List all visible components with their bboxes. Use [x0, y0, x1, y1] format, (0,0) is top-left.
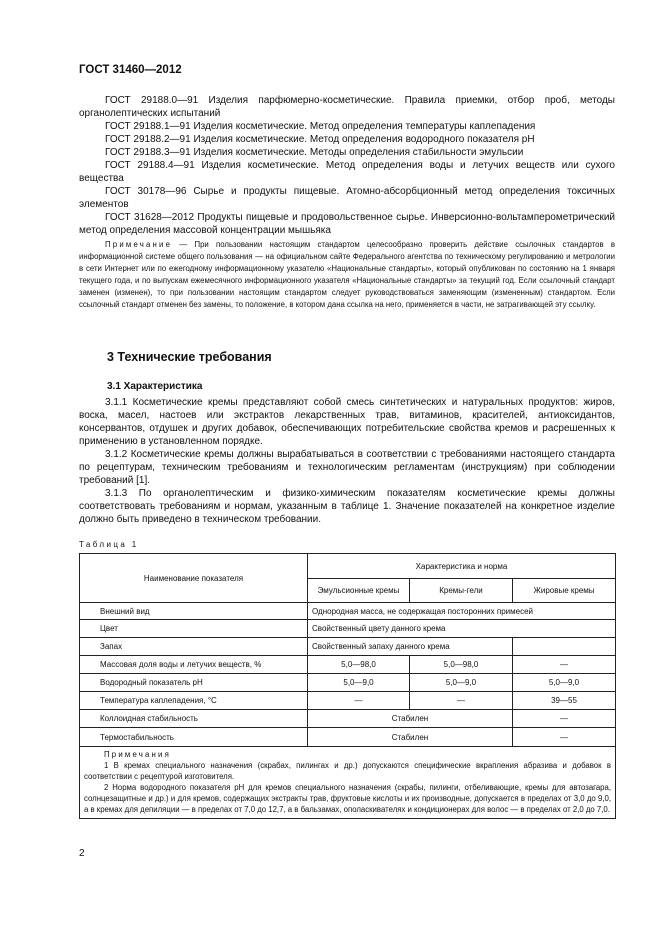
row-value-gel: 5,0—98,0: [410, 656, 513, 674]
reference-item: ГОСТ 30178—96 Сырье и продукты пищевые. Атомно-абсорбционный метод определения токсичных элементов: [79, 186, 615, 210]
row-value-fat: —: [513, 710, 616, 728]
document-header: ГОСТ 31460—2012: [79, 64, 182, 76]
table-row: [80, 674, 616, 692]
reference-item: ГОСТ 29188.0—91 Изделия парфюмерно-косметические. Правила приемки, отбор проб, методы органолептических испытаний: [79, 95, 615, 119]
normative-references: [79, 94, 615, 237]
paragraph: 3.1.1 Косметические кремы представляют собой смесь синтетических и натуральных продуктов: жиров, воска, масел, настоев или экстрактов лекарственных трав, витаминов, красителей, антиоксидантов, консервантов, отдушек и других добавок, обеспечивающих потребительские свойства кремов и расрешенных к применению в установленном порядке.: [79, 397, 615, 447]
row-name: Водородный показатель pH: [80, 674, 308, 692]
row-name: Термостабильность: [80, 728, 308, 747]
section-3-1-body: [79, 396, 615, 526]
row-value-fat: —: [513, 656, 616, 674]
col-header-fat: Жировые кремы: [513, 579, 616, 603]
table-caption: Таблица 1: [79, 540, 139, 549]
reference-item: ГОСТ 29188.3—91 Изделия косметические. Методы определения стабильности эмульсии: [105, 147, 524, 158]
col-header-gel: Кремы-гели: [410, 579, 513, 603]
row-name: Цвет: [80, 620, 308, 638]
row-value-emulsion-gel: Стабилен: [308, 710, 513, 728]
table-row: [80, 638, 616, 656]
row-name: Массовая доля воды и летучих веществ, %: [80, 656, 308, 674]
row-name: Температура каплепадения, °С: [80, 692, 308, 710]
notes-heading: Примечания: [104, 750, 172, 759]
table-row: [80, 620, 616, 638]
row-value-empty: [513, 638, 616, 656]
note-item: 2 Норма водородного показателя pH для кремов специального назначения (скрабы, пилинги, отбеливающие, кремы для автозагара, солнцезащитные и др.) и для кремов, содержащих экстракты трав, фруктовые кислоты и их производные, допускается в пределах от 3,0 до 9,0, а в кремах для депиляции — в пределах от 7,0 до 12,7, а в бальзамах, ополаскивателях и кондиционерах для волос — в пределах от 2,0 до 7,0.: [84, 783, 612, 814]
table-notes: [80, 747, 616, 819]
col-header-group: Характеристика и норма: [308, 554, 616, 579]
row-value-gel: —: [410, 692, 513, 710]
table-row: [80, 710, 616, 728]
table-row: [80, 692, 616, 710]
row-name: Внешний вид: [80, 603, 308, 620]
note-text: — При пользовании настоящим стандартом целесообразно проверить действие ссылочных стандартов в информационной системе общего пользования — на официальном сайте Федерального агентства по техническому регулированию и метрологии в сети Интернет или по ежегодному информационному указателю «Национальные стандарты», который опубликован по состоянию на 1 января текущего года, и по выпускам ежемесячного информационного указателя «Национальные стандарты» за текущий год. Если ссылочный стандарт заменен (изменен), то при пользовании настоящим стандартом следует руководствоваться заменяющим (измененным) стандартом. Если ссылочный стандарт отменен без замены, то положение, в котором дана ссылка на него, применяется в части, не затрагивающей эту ссылку.: [79, 240, 615, 309]
section-3-heading: 3 Технические требования: [107, 350, 272, 364]
reference-item: ГОСТ 29188.2—91 Изделия косметические. Метод определения водородного показателя pH: [105, 134, 535, 145]
table-header-row: [80, 554, 616, 579]
table-row: [80, 603, 616, 620]
table-notes-row: [80, 747, 616, 819]
row-value-emulsion: —: [308, 692, 410, 710]
page-number: 2: [79, 848, 85, 859]
reference-item: ГОСТ 29188.4—91 Изделия косметические. Метод определения воды и летучих веществ или сухого вещества: [79, 160, 615, 184]
row-value-fat: —: [513, 728, 616, 747]
reference-item: ГОСТ 31628—2012 Продукты пищевые и продовольственное сырье. Инверсионно-вольтамперометрический метод определения массовой концентрации мышьяка: [79, 212, 615, 236]
paragraph: 3.1.2 Косметические кремы должны вырабатываться в соответствии с требованиями настоящего стандарта по рецептурам, техническим требованиям и технологическим регламентам (инструкциям) при соблюдении требований [1].: [79, 449, 615, 486]
note-label: Примечание: [105, 240, 173, 249]
section-3-1-heading: 3.1 Характеристика: [107, 381, 203, 392]
row-name: Коллоидная стабильность: [80, 710, 308, 728]
col-header-name: Наименование показателя: [80, 554, 308, 603]
requirements-table: [79, 553, 616, 819]
note-item: 1 В кремах специального назначения (скрабах, пилингах и др.) допускаются специфические вкрапления абразива и добавок в соответствии с рецептурой изготовителя.: [84, 761, 612, 781]
row-name: Запах: [80, 638, 308, 656]
row-value: Свойственный цвету данного крема: [308, 620, 616, 638]
row-value: Однородная масса, не содержащая посторонних примесей: [308, 603, 616, 620]
row-value-emulsion-gel: Стабилен: [308, 728, 513, 747]
row-value-emulsion: 5,0—98,0: [308, 656, 410, 674]
row-value-fat: 39—55: [513, 692, 616, 710]
row-value-gel: 5,0—9,0: [410, 674, 513, 692]
references-note: [79, 239, 615, 311]
table-row: [80, 656, 616, 674]
paragraph: 3.1.3 По органолептическим и физико-химическим показателям косметические кремы должны соответствовать требованиям и нормам, указанным в таблице 1. Значение показателей на конкретное изделие должно быть приведено в техническом требовании.: [79, 488, 615, 525]
col-header-emulsion: Эмульсионные кремы: [308, 579, 410, 603]
row-value: Свойственный запаху данного крема: [308, 638, 513, 656]
table-row: [80, 728, 616, 747]
reference-item: ГОСТ 29188.1—91 Изделия косметические. Метод определения температуры каплепадения: [105, 121, 536, 132]
row-value-fat: 5,0—9,0: [513, 674, 616, 692]
row-value-emulsion: 5,0—9,0: [308, 674, 410, 692]
